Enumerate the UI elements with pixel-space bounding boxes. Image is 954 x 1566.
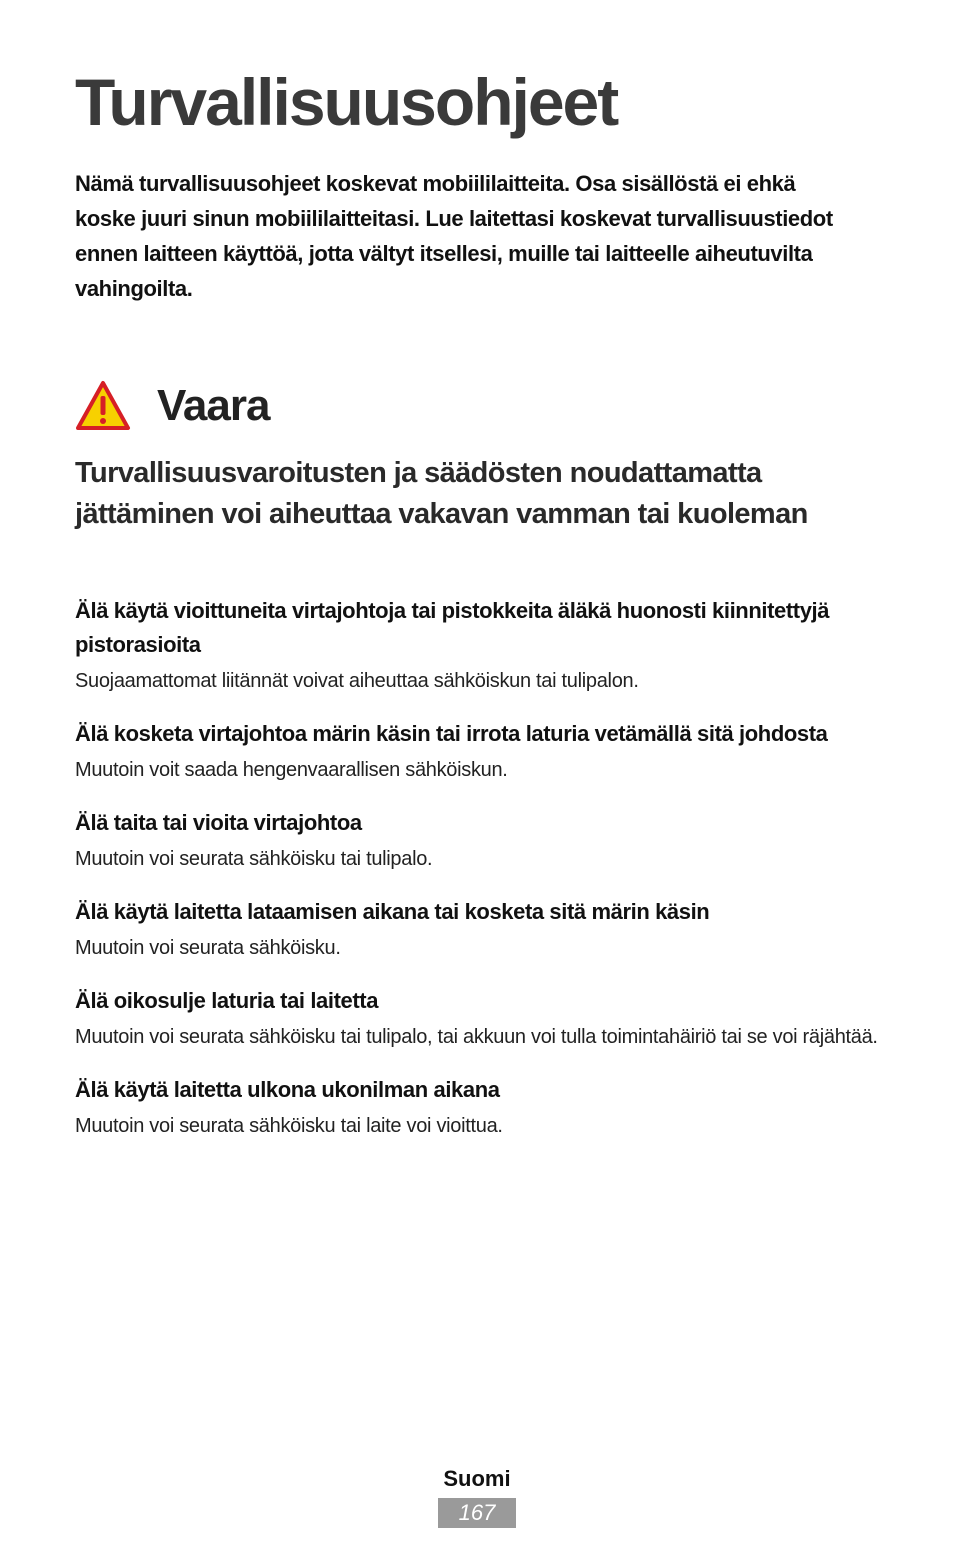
item-text: Muutoin voi seurata sähköisku tai tulipalo, tai akkuun voi tulla toimintahäiriö tai se voi räjähtää. — [75, 1026, 878, 1048]
page-number-badge: 167 — [438, 1498, 516, 1528]
footer-language: Suomi — [443, 1466, 511, 1491]
safety-items-list — [75, 594, 885, 1162]
list-item — [75, 1073, 885, 1141]
list-item — [75, 895, 885, 963]
page-footer — [0, 1462, 954, 1528]
warning-header — [75, 376, 269, 436]
item-title: Älä käytä laitetta lataamisen aikana tai kosketa sitä märin käsin — [75, 899, 710, 924]
list-item — [75, 594, 885, 696]
item-title: Älä käytä laitetta ulkona ukonilman aikana — [75, 1077, 500, 1102]
item-title: Älä oikosulje laturia tai laitetta — [75, 988, 379, 1013]
item-title: Älä käytä vioittuneita virtajohtoja tai pistokkeita äläkä huonosti kiinnitettyjä pistorasioita — [75, 598, 830, 657]
item-text: Suojaamattomat liitännät voivat aiheuttaa sähköiskun tai tulipalon. — [75, 670, 639, 692]
list-item — [75, 984, 885, 1052]
item-text: Muutoin voi seurata sähköisku tai tulipalo. — [75, 848, 433, 870]
warning-title: Vaara — [157, 381, 270, 430]
page-title: Turvallisuusohjeet — [75, 65, 618, 139]
item-text: Muutoin voit saada hengenvaarallisen sähköiskun. — [75, 759, 508, 781]
item-title: Älä kosketa virtajohtoa märin käsin tai irrota laturia vetämällä sitä johdosta — [75, 721, 828, 746]
list-item — [75, 717, 885, 785]
warning-triangle-icon — [75, 380, 131, 432]
list-item — [75, 806, 885, 874]
intro-paragraph: Nämä turvallisuusohjeet koskevat mobiililaitteita. Osa sisällöstä ei ehkä koske juuri sinun mobiililaitteitasi. Lue laitettasi koskevat turvallisuustiedot ennen laitteen käyttöä, jotta vältyt itsellesi, muille tai laitteelle aiheutuvilta vahingoilta. — [75, 171, 833, 301]
warning-subheading: Turvallisuusvaroitusten ja säädösten noudattamatta jättäminen voi aiheuttaa vakavan vamman tai kuoleman — [75, 457, 808, 530]
item-text: Muutoin voi seurata sähköisku tai laite voi vioittua. — [75, 1115, 503, 1137]
item-text: Muutoin voi seurata sähköisku. — [75, 937, 341, 959]
item-title: Älä taita tai vioita virtajohtoa — [75, 810, 362, 835]
